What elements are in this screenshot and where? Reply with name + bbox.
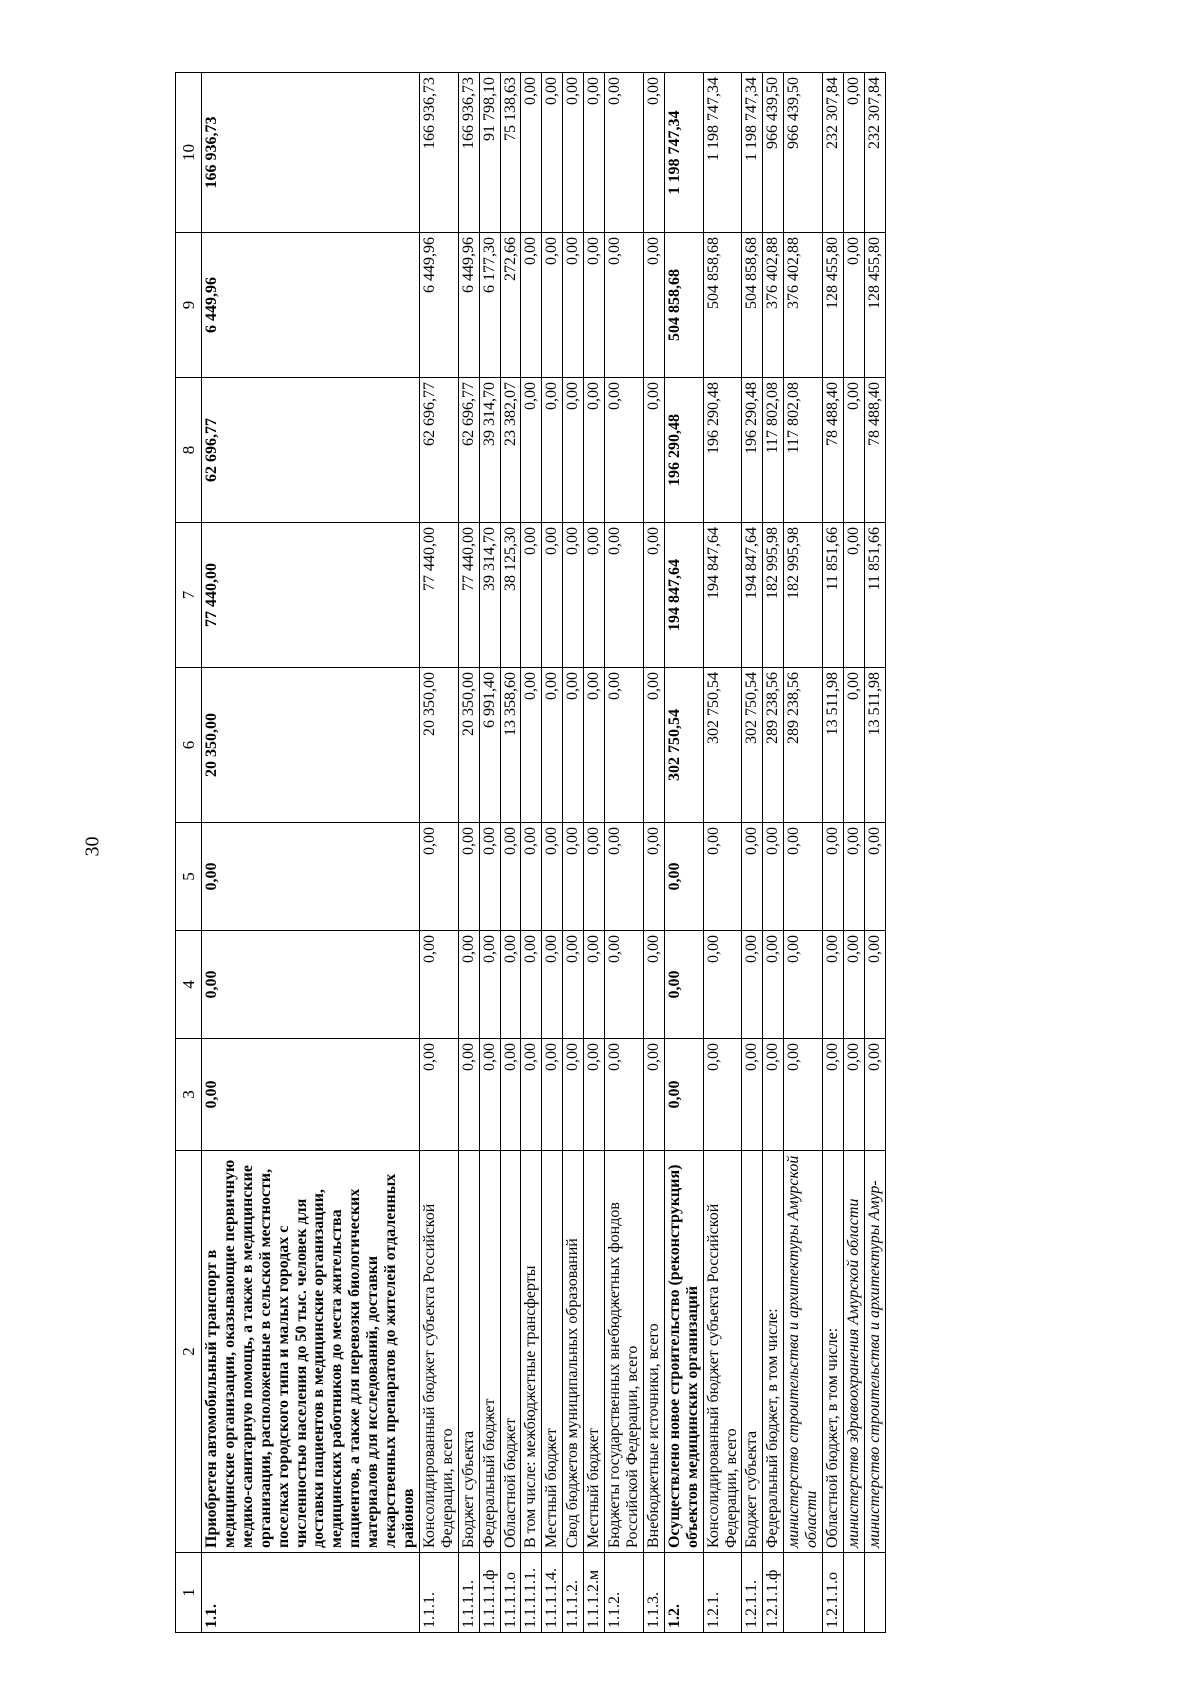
value-cell: 0,00 bbox=[584, 668, 605, 823]
value-cell: 0,00 bbox=[823, 931, 844, 1039]
value-cell: 0,00 bbox=[763, 931, 784, 1039]
value-cell: 0,00 bbox=[202, 823, 420, 931]
value-cell: 0,00 bbox=[563, 823, 584, 931]
value-cell: 6 449,96 bbox=[419, 233, 458, 378]
value-cell: 0,00 bbox=[419, 1039, 458, 1151]
value-cell: 128 455,80 bbox=[823, 233, 844, 378]
value-cell: 504 858,68 bbox=[664, 233, 703, 378]
value-cell: 376 402,88 bbox=[763, 233, 784, 378]
value-cell: 0,00 bbox=[605, 378, 644, 523]
value-cell: 6 449,96 bbox=[202, 233, 420, 378]
column-header: 3 bbox=[176, 1039, 202, 1151]
row-label-cell: Областной бюджет, в том числе: bbox=[823, 1151, 844, 1553]
value-cell: 0,00 bbox=[784, 823, 823, 931]
value-cell: 0,00 bbox=[584, 1039, 605, 1151]
row-code-cell: 1.1.1.2.м bbox=[584, 1553, 605, 1633]
value-cell: 91 798,10 bbox=[479, 73, 500, 233]
value-cell: 77 440,00 bbox=[419, 523, 458, 668]
value-cell: 196 290,48 bbox=[664, 378, 703, 523]
value-cell: 0,00 bbox=[479, 1039, 500, 1151]
value-cell: 0,00 bbox=[542, 233, 563, 378]
table-row bbox=[419, 73, 458, 1633]
value-cell: 1 198 747,34 bbox=[664, 73, 703, 233]
value-cell: 0,00 bbox=[563, 523, 584, 668]
table-row bbox=[664, 73, 703, 1633]
row-code-cell: 1.1.1.1. bbox=[458, 1553, 479, 1633]
value-cell: 0,00 bbox=[843, 233, 864, 378]
column-header: 10 bbox=[176, 73, 202, 233]
row-code-cell: 1.1.1.1.о bbox=[500, 1553, 521, 1633]
value-cell: 62 696,77 bbox=[458, 378, 479, 523]
row-code-cell: 1.2. bbox=[664, 1553, 703, 1633]
table-row bbox=[479, 73, 500, 1633]
row-label-cell: Консолидированный бюджет субъекта Российской Федерации, всего bbox=[419, 1151, 458, 1553]
value-cell: 0,00 bbox=[521, 1039, 542, 1151]
row-code-cell: 1.2.1.1.ф bbox=[763, 1553, 784, 1633]
value-cell: 194 847,64 bbox=[664, 523, 703, 668]
value-cell: 0,00 bbox=[500, 931, 521, 1039]
value-cell: 6 991,40 bbox=[479, 668, 500, 823]
row-label-cell: Областной бюджет bbox=[500, 1151, 521, 1553]
value-cell: 0,00 bbox=[458, 823, 479, 931]
row-label-cell: Осуществлено новое строительство (реконструкция) объектов медицинских организаций bbox=[664, 1151, 703, 1553]
value-cell: 0,00 bbox=[419, 823, 458, 931]
value-cell: 20 350,00 bbox=[419, 668, 458, 823]
row-label-cell: Внебюджетные источники, всего bbox=[643, 1151, 664, 1553]
header-row bbox=[176, 73, 202, 1633]
value-cell: 0,00 bbox=[843, 523, 864, 668]
table-row bbox=[521, 73, 542, 1633]
value-cell: 302 750,54 bbox=[742, 668, 763, 823]
row-label-cell: Бюджет субъекта bbox=[742, 1151, 763, 1553]
value-cell: 302 750,54 bbox=[703, 668, 742, 823]
value-cell: 11 851,66 bbox=[864, 523, 885, 668]
value-cell: 504 858,68 bbox=[703, 233, 742, 378]
value-cell: 0,00 bbox=[542, 1039, 563, 1151]
value-cell: 39 314,70 bbox=[479, 523, 500, 668]
value-cell: 0,00 bbox=[843, 668, 864, 823]
value-cell: 0,00 bbox=[563, 931, 584, 1039]
value-cell: 6 449,96 bbox=[458, 233, 479, 378]
row-code-cell bbox=[784, 1553, 823, 1633]
column-header: 2 bbox=[176, 1151, 202, 1553]
table-row bbox=[605, 73, 644, 1633]
row-code-cell: 1.1.1.1.1. bbox=[521, 1553, 542, 1633]
value-cell: 0,00 bbox=[202, 1039, 420, 1151]
value-cell: 182 995,98 bbox=[763, 523, 784, 668]
table-row bbox=[563, 73, 584, 1633]
value-cell: 23 382,07 bbox=[500, 378, 521, 523]
value-cell: 0,00 bbox=[703, 1039, 742, 1151]
value-cell: 0,00 bbox=[823, 823, 844, 931]
column-header: 1 bbox=[176, 1553, 202, 1633]
value-cell: 0,00 bbox=[864, 823, 885, 931]
value-cell: 0,00 bbox=[664, 823, 703, 931]
value-cell: 966 439,50 bbox=[763, 73, 784, 233]
rotated-table-container bbox=[175, 73, 1200, 1633]
row-label-cell: Федеральный бюджет bbox=[479, 1151, 500, 1553]
value-cell: 0,00 bbox=[843, 931, 864, 1039]
value-cell: 0,00 bbox=[643, 823, 664, 931]
value-cell: 62 696,77 bbox=[419, 378, 458, 523]
row-label-cell: Местный бюджет bbox=[542, 1151, 563, 1553]
row-label-cell: Местный бюджет bbox=[584, 1151, 605, 1553]
row-label-cell: Консолидированный бюджет субъекта Российской Федерации, всего bbox=[703, 1151, 742, 1553]
value-cell: 1 198 747,34 bbox=[742, 73, 763, 233]
value-cell: 0,00 bbox=[742, 1039, 763, 1151]
value-cell: 0,00 bbox=[643, 1039, 664, 1151]
value-cell: 38 125,30 bbox=[500, 523, 521, 668]
value-cell: 0,00 bbox=[563, 668, 584, 823]
value-cell: 0,00 bbox=[542, 931, 563, 1039]
value-cell: 166 936,73 bbox=[202, 73, 420, 233]
row-code-cell: 1.2.1.1.о bbox=[823, 1553, 844, 1633]
value-cell: 0,00 bbox=[605, 73, 644, 233]
row-code-cell: 1.1.1.2. bbox=[563, 1553, 584, 1633]
value-cell: 0,00 bbox=[584, 931, 605, 1039]
value-cell: 0,00 bbox=[584, 73, 605, 233]
value-cell: 289 238,56 bbox=[763, 668, 784, 823]
value-cell: 0,00 bbox=[521, 668, 542, 823]
value-cell: 39 314,70 bbox=[479, 378, 500, 523]
value-cell: 376 402,88 bbox=[784, 233, 823, 378]
value-cell: 77 440,00 bbox=[202, 523, 420, 668]
value-cell: 11 851,66 bbox=[823, 523, 844, 668]
row-code-cell: 1.1.3. bbox=[643, 1553, 664, 1633]
value-cell: 0,00 bbox=[521, 233, 542, 378]
value-cell: 13 511,98 bbox=[864, 668, 885, 823]
table-row bbox=[202, 73, 420, 1633]
value-cell: 0,00 bbox=[521, 73, 542, 233]
value-cell: 0,00 bbox=[479, 931, 500, 1039]
value-cell: 0,00 bbox=[479, 823, 500, 931]
row-code-cell: 1.1.1. bbox=[419, 1553, 458, 1633]
value-cell: 1 198 747,34 bbox=[703, 73, 742, 233]
table-row bbox=[763, 73, 784, 1633]
value-cell: 0,00 bbox=[500, 1039, 521, 1151]
row-label-cell: Федеральный бюджет, в том числе: bbox=[763, 1151, 784, 1553]
table-row bbox=[864, 73, 885, 1633]
value-cell: 0,00 bbox=[664, 931, 703, 1039]
value-cell: 0,00 bbox=[643, 378, 664, 523]
value-cell: 117 802,08 bbox=[784, 378, 823, 523]
table-row bbox=[458, 73, 479, 1633]
value-cell: 0,00 bbox=[843, 378, 864, 523]
value-cell: 182 995,98 bbox=[784, 523, 823, 668]
value-cell: 0,00 bbox=[542, 73, 563, 233]
row-label-cell: Свод бюджетов муниципальных образований bbox=[563, 1151, 584, 1553]
column-header: 8 bbox=[176, 378, 202, 523]
table-row bbox=[500, 73, 521, 1633]
value-cell: 232 307,84 bbox=[823, 73, 844, 233]
table-row bbox=[584, 73, 605, 1633]
value-cell: 0,00 bbox=[458, 1039, 479, 1151]
value-cell: 194 847,64 bbox=[703, 523, 742, 668]
value-cell: 128 455,80 bbox=[864, 233, 885, 378]
value-cell: 0,00 bbox=[703, 823, 742, 931]
row-code-cell bbox=[843, 1553, 864, 1633]
value-cell: 0,00 bbox=[843, 823, 864, 931]
value-cell: 0,00 bbox=[584, 378, 605, 523]
column-header: 7 bbox=[176, 523, 202, 668]
value-cell: 0,00 bbox=[763, 1039, 784, 1151]
table-row bbox=[742, 73, 763, 1633]
value-cell: 78 488,40 bbox=[823, 378, 844, 523]
value-cell: 0,00 bbox=[742, 931, 763, 1039]
value-cell: 196 290,48 bbox=[703, 378, 742, 523]
row-code-cell: 1.2.1. bbox=[703, 1553, 742, 1633]
row-label-cell: Бюджет субъекта bbox=[458, 1151, 479, 1553]
column-header: 4 bbox=[176, 931, 202, 1039]
table-row bbox=[784, 73, 823, 1633]
value-cell: 20 350,00 bbox=[202, 668, 420, 823]
value-cell: 0,00 bbox=[643, 931, 664, 1039]
value-cell: 0,00 bbox=[605, 233, 644, 378]
page-number: 30 bbox=[81, 836, 104, 857]
value-cell: 0,00 bbox=[542, 823, 563, 931]
value-cell: 504 858,68 bbox=[742, 233, 763, 378]
value-cell: 0,00 bbox=[864, 931, 885, 1039]
value-cell: 0,00 bbox=[784, 1039, 823, 1151]
value-cell: 0,00 bbox=[843, 1039, 864, 1151]
row-code-cell: 1.1.1.1.4. bbox=[542, 1553, 563, 1633]
value-cell: 0,00 bbox=[843, 73, 864, 233]
value-cell: 0,00 bbox=[521, 823, 542, 931]
value-cell: 0,00 bbox=[643, 523, 664, 668]
value-cell: 75 138,63 bbox=[500, 73, 521, 233]
value-cell: 0,00 bbox=[521, 378, 542, 523]
value-cell: 0,00 bbox=[542, 668, 563, 823]
value-cell: 0,00 bbox=[521, 931, 542, 1039]
column-header: 5 bbox=[176, 823, 202, 931]
value-cell: 0,00 bbox=[703, 931, 742, 1039]
value-cell: 77 440,00 bbox=[458, 523, 479, 668]
value-cell: 0,00 bbox=[563, 1039, 584, 1151]
value-cell: 0,00 bbox=[563, 378, 584, 523]
value-cell: 13 511,98 bbox=[823, 668, 844, 823]
value-cell: 272,66 bbox=[500, 233, 521, 378]
column-header: 9 bbox=[176, 233, 202, 378]
value-cell: 0,00 bbox=[864, 1039, 885, 1151]
value-cell: 0,00 bbox=[605, 668, 644, 823]
row-code-cell: 1.1.2. bbox=[605, 1553, 644, 1633]
value-cell: 966 439,50 bbox=[784, 73, 823, 233]
row-label-cell: министерство здравоохранения Амурской области bbox=[843, 1151, 864, 1553]
table-row bbox=[643, 73, 664, 1633]
value-cell: 6 177,30 bbox=[479, 233, 500, 378]
value-cell: 0,00 bbox=[458, 931, 479, 1039]
column-header: 6 bbox=[176, 668, 202, 823]
value-cell: 0,00 bbox=[521, 523, 542, 668]
value-cell: 0,00 bbox=[605, 931, 644, 1039]
value-cell: 0,00 bbox=[742, 823, 763, 931]
value-cell: 0,00 bbox=[643, 233, 664, 378]
row-label-cell: Приобретен автомобильный транспорт в медицинские организации, оказывающие первичную медико-санитарную помощь, а также в медицинские организации, расположенные в сельской местности, поселках городского типа и малых городах с численностью населения до 50 тыс. человек для доставки пациентов в медицинские организации, медицинских работников до места жительства пациентов, а также для перевозки биологических материалов для исследований, доставки лекарственных препаратов до жителей отдаленных районов bbox=[202, 1151, 420, 1553]
row-label-cell: В том числе: межбюджетные трансферты bbox=[521, 1151, 542, 1553]
table-row bbox=[823, 73, 844, 1633]
value-cell: 0,00 bbox=[664, 1039, 703, 1151]
value-cell: 289 238,56 bbox=[784, 668, 823, 823]
value-cell: 194 847,64 bbox=[742, 523, 763, 668]
value-cell: 0,00 bbox=[823, 1039, 844, 1151]
value-cell: 0,00 bbox=[419, 931, 458, 1039]
value-cell: 78 488,40 bbox=[864, 378, 885, 523]
value-cell: 0,00 bbox=[763, 823, 784, 931]
value-cell: 0,00 bbox=[563, 73, 584, 233]
table-row bbox=[542, 73, 563, 1633]
table-row bbox=[843, 73, 864, 1633]
row-label-cell: министерство строительства и архитектуры Амурской области bbox=[784, 1151, 823, 1553]
value-cell: 0,00 bbox=[605, 523, 644, 668]
budget-table bbox=[175, 72, 886, 1633]
value-cell: 0,00 bbox=[584, 523, 605, 668]
value-cell: 196 290,48 bbox=[742, 378, 763, 523]
value-cell: 62 696,77 bbox=[202, 378, 420, 523]
table-row bbox=[703, 73, 742, 1633]
value-cell: 302 750,54 bbox=[664, 668, 703, 823]
value-cell: 0,00 bbox=[542, 523, 563, 668]
value-cell: 0,00 bbox=[542, 378, 563, 523]
value-cell: 0,00 bbox=[202, 931, 420, 1039]
value-cell: 0,00 bbox=[584, 233, 605, 378]
value-cell: 0,00 bbox=[500, 823, 521, 931]
value-cell: 13 358,60 bbox=[500, 668, 521, 823]
value-cell: 0,00 bbox=[784, 931, 823, 1039]
value-cell: 0,00 bbox=[643, 73, 664, 233]
value-cell: 0,00 bbox=[643, 668, 664, 823]
value-cell: 166 936,73 bbox=[419, 73, 458, 233]
row-label-cell: Бюджеты государственных внебюджетных фондов Российской Федерации, всего bbox=[605, 1151, 644, 1553]
row-code-cell: 1.1. bbox=[202, 1553, 420, 1633]
row-code-cell: 1.2.1.1. bbox=[742, 1553, 763, 1633]
value-cell: 0,00 bbox=[605, 823, 644, 931]
row-label-cell: министерство строительства и архитектуры Амур- bbox=[864, 1151, 885, 1553]
value-cell: 0,00 bbox=[563, 233, 584, 378]
value-cell: 166 936,73 bbox=[458, 73, 479, 233]
value-cell: 232 307,84 bbox=[864, 73, 885, 233]
value-cell: 117 802,08 bbox=[763, 378, 784, 523]
value-cell: 20 350,00 bbox=[458, 668, 479, 823]
row-code-cell: 1.1.1.1.ф bbox=[479, 1553, 500, 1633]
row-code-cell bbox=[864, 1553, 885, 1633]
value-cell: 0,00 bbox=[584, 823, 605, 931]
value-cell: 0,00 bbox=[605, 1039, 644, 1151]
